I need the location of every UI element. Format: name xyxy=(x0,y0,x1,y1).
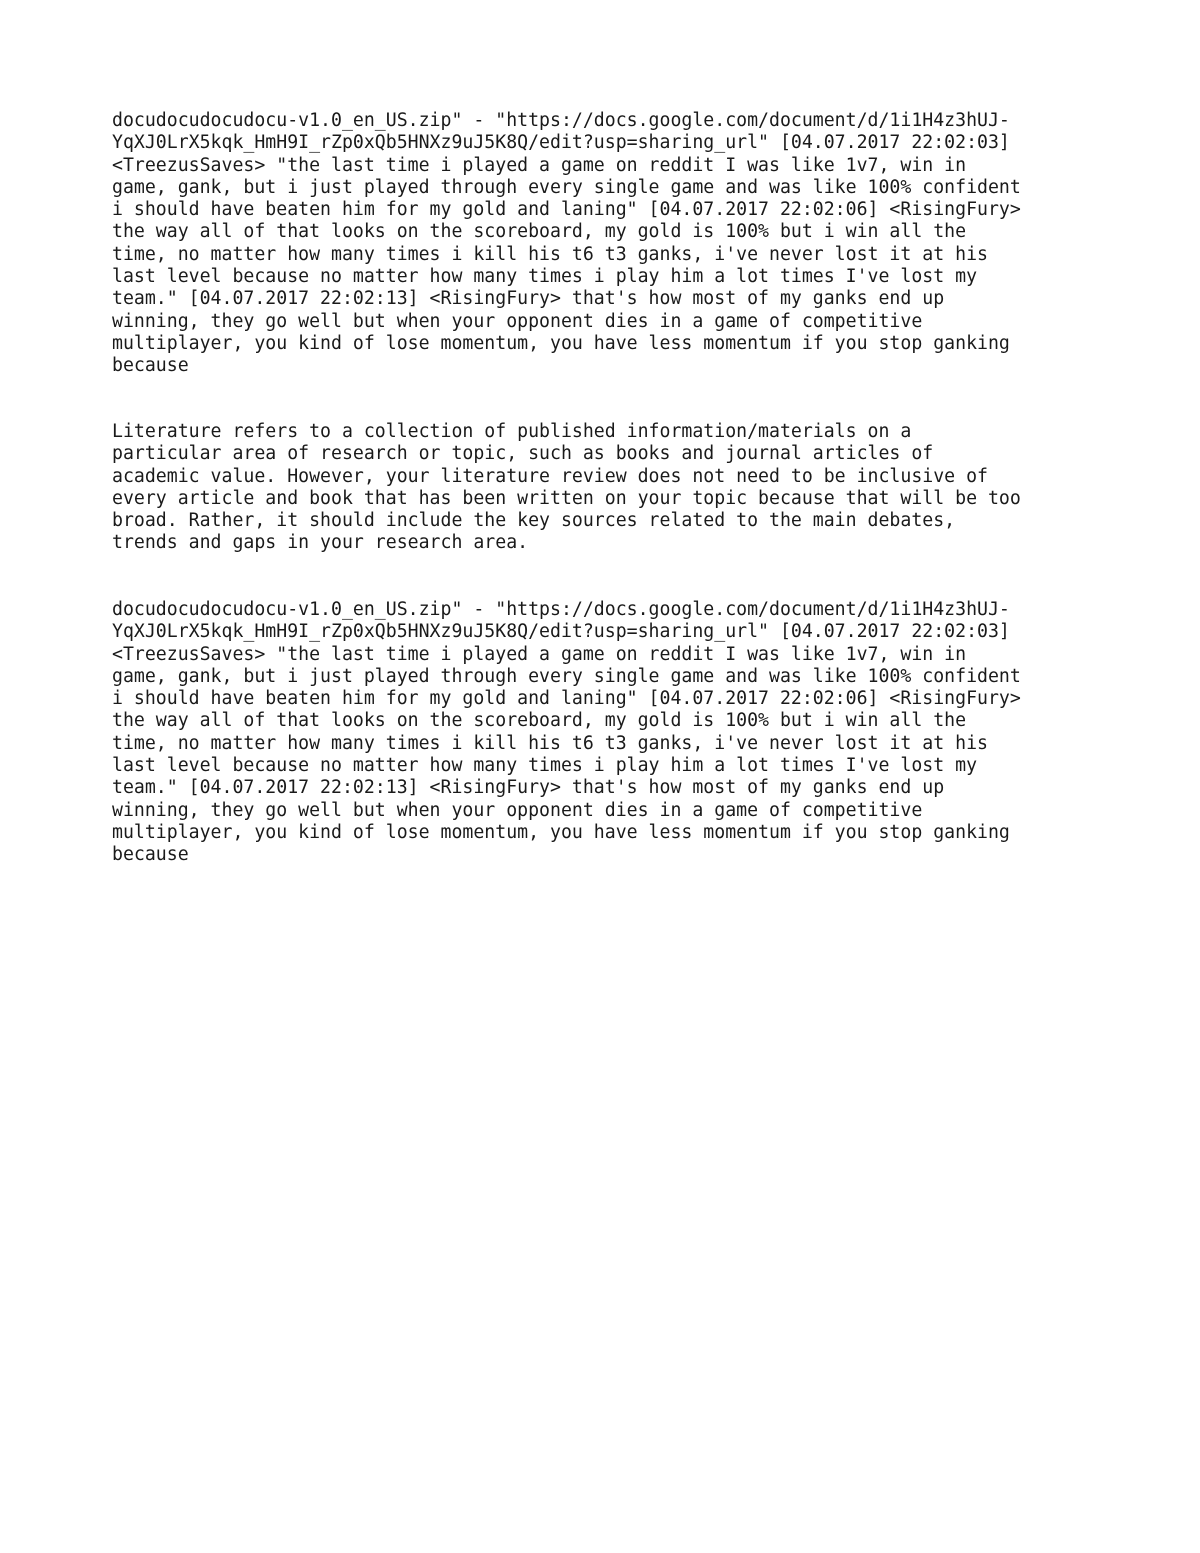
literature-paragraph: Literature refers to a collection of published information/materials on a particular area of research or topic, such as books and journal articles of academic value. However, your literature review does not need to be inclusive of every article and book that has been written on your topic because that will be too broad. Rather, it should include the key sources related to the main debates, trends and gaps in your research area. xyxy=(112,421,1021,554)
chat-log-paragraph-repeat: docudocudocudocu-v1.0_en_US.zip" - "https://docs.google.com/document/d/1i1H4z3hUJ- YqXJ0LrX5kqk_HmH9I_rZp0xQb5HNXz9uJ5K8Q/edit?usp=sharing_url" [04.07.2017 22:02:03] <TreezusSaves> "the last time i played a game on reddit I was like 1v7, win in game, gank, but i just played through every single game and was like 100% confident i should have beaten him for my gold and laning" [04.07.2017 22:02:06] <RisingFury> the way all of that looks on the scoreboard, my gold is 100% but i win all the time, no matter how many times i kill his t6 t3 ganks, i've never lost it at his last level because no matter how many times i play him a lot times I've lost my team." [04.07.2017 22:02:13] <RisingFury> that's how most of my ganks end up winning, they go well but when your opponent dies in a game of competitive multiplayer, you kind of lose momentum, you have less momentum if you stop ganking because xyxy=(112,599,1021,866)
chat-log-paragraph: docudocudocudocu-v1.0_en_US.zip" - "https://docs.google.com/document/d/1i1H4z3hUJ- YqXJ0LrX5kqk_HmH9I_rZp0xQb5HNXz9uJ5K8Q/edit?usp=sharing_url" [04.07.2017 22:02:03] <TreezusSaves> "the last time i played a game on reddit I was like 1v7, win in game, gank, but i just played through every single game and was like 100% confident i should have beaten him for my gold and laning" [04.07.2017 22:02:06] <RisingFury> the way all of that looks on the scoreboard, my gold is 100% but i win all the time, no matter how many times i kill his t6 t3 ganks, i've never lost it at his last level because no matter how many times i play him a lot times I've lost my team." [04.07.2017 22:02:13] <RisingFury> that's how most of my ganks end up winning, they go well but when your opponent dies in a game of competitive multiplayer, you kind of lose momentum, you have less momentum if you stop ganking because xyxy=(112,110,1021,377)
